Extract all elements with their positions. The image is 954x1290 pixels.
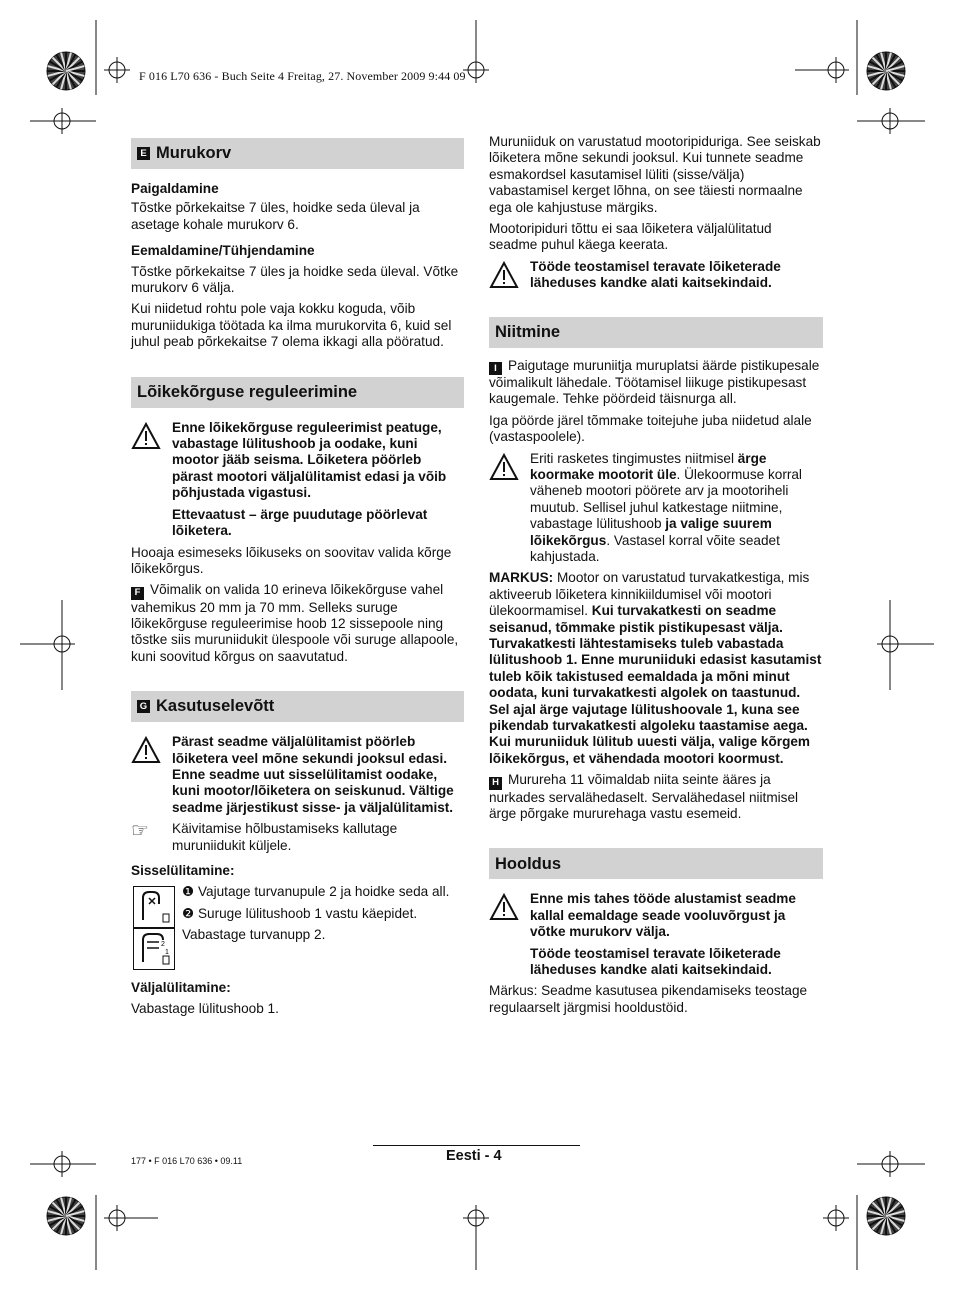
paragraph: Kui niidetud rohtu pole vaja kokku koguda, võib muruniidukiga töötada ka ilma murukorvita 6, kuid sel juhul peab põrkekaitse 7 olema ikkagi alla pööratud. bbox=[131, 301, 452, 350]
subheading: Väljalülitamine: bbox=[131, 980, 231, 996]
warning-text: Enne lõikekõrguse reguleerimist peatuge, vabastage lülitushoob ja oodake, kuni mootor jääb seisma. Lõiketera pöörleb pärast mootori väljalülitamist edasi ja võib põhjustada vigastusi. bbox=[172, 419, 447, 501]
paragraph: Muruniiduk on varustatud mootoripiduriga. See seiskab lõiketera mõne sekundi jooksul. Kui tunnete seadme esmakordsel kasutamisel lüliti (sisse/välja) vabastamisel kerget lõhna, on see täiesti normaalne ega ole kahjustuse märgiks. bbox=[489, 134, 821, 215]
page-number: Eesti - 4 bbox=[446, 1148, 502, 1164]
warning-text: Ettevaatust – ärge puudutage pöörlevat lõiketera. bbox=[172, 506, 428, 539]
section-title: Niitmine bbox=[495, 322, 561, 341]
paragraph: Mootoripiduri tõttu ei saa lõiketera väljalülitatud seadme puhul käega keerata. bbox=[489, 221, 772, 253]
paragraph: I Paigutage muruniitja muruplatsi äärde pistikupesale võimalikult lähedale. Töötamisel liikuge pistikupesast kaugemale. Tehke pöördeid täisnurga all. bbox=[489, 357, 820, 407]
warning-text: Eriti rasketes tingimustes niitmisel ärge koormake mootorit üle. Ülekoormuse korral väheneb mootori pöörete arv ja mootoriheli muutub. Sellisel juhul katkestage niitmine, vabastage lülitushoob ja valige suurem lõikekõrgus. Vastasel korral võite seadet kahjustada. bbox=[530, 450, 802, 564]
warning-text: Tööde teostamisel teravate lõiketerade läheduses kandke alati kaitsekindaid. bbox=[530, 945, 781, 977]
warning-block bbox=[489, 451, 823, 566]
warning-block bbox=[131, 734, 464, 816]
step-3: Vabastage turvanupp 2. bbox=[182, 927, 326, 943]
step-1: ❶ Vajutage turvanupule 2 ja hoidke seda all. bbox=[182, 884, 450, 900]
warning-text: Tööde teostamisel teravate lõiketerade läheduses kandke alati kaitsekindaid. bbox=[530, 258, 781, 291]
subheading: Eemaldamine/Tühjendamine bbox=[131, 243, 315, 259]
figure-ref-i: I bbox=[489, 362, 502, 375]
warning-text: Enne mis tahes tööde alustamist seadme kallal eemaldage seade vooluvõrgust ja võtke murukorv välja. bbox=[530, 891, 796, 940]
step-2: ❷ Suruge lülitushoob 1 vastu käepidet. bbox=[182, 905, 418, 921]
warning-icon bbox=[489, 893, 519, 921]
warning-block bbox=[131, 420, 464, 540]
switch-on-steps bbox=[131, 884, 464, 972]
subheading: Paigaldamine bbox=[131, 181, 219, 196]
figure-ref-e: E bbox=[137, 147, 150, 160]
pointing-hand-icon: ☞ bbox=[131, 820, 149, 843]
warning-text: Pärast seadme väljalülitamist pöörleb lõiketera veel mõne sekundi jooksul edasi. Enne seadme uut sisselülitamist oodake, kuni mootor/lõiketera on seiskunud. Vältige seadme järjestikust sisse- ja väljalülitamist. bbox=[172, 734, 454, 815]
section-title: Kasutuselevõtt bbox=[156, 697, 275, 716]
paragraph: Iga pöörde järel tõmmake toitejuhe juba niidetud alale (vastaspoolele). bbox=[489, 412, 812, 445]
warning-icon bbox=[489, 453, 519, 481]
section-header-hooldus bbox=[489, 848, 823, 879]
section-title: Hooldus bbox=[495, 854, 561, 873]
switch-handle-diagram-icon bbox=[133, 886, 175, 970]
warning-block bbox=[489, 259, 823, 292]
markus-paragraph: MARKUS: Mootor on varustatud turvakatkestiga, mis aktiveerub lõiketera kinnikiildumisel või mootori ülekoormamisel. Kui turvakatkesti on seadme seisanud, tõmmake pistik pistikupesast välja. Turvakatkesti lähtestamiseks tuleb vabastada lülitushoob 1. Enne muruniiduki edasist kasutamist tuleb kõik takistused eemaldada ja mõni minut oodata, kuni turvakatkesti algolek on taastunud. Sel ajal ärge vajutage lülitushoovale 1, kuna see pikendab turvakatkesti algoleku taastamise aega. Kui muruniiduk lülitub uuesti välja, valige kõrgem lõikekõrgus, et vähendada mootori koormust. bbox=[489, 570, 822, 766]
footer-code: 177 • F 016 L70 636 • 09.11 bbox=[131, 1156, 243, 1166]
warning-block bbox=[489, 891, 823, 978]
figure-ref-f: F bbox=[131, 587, 144, 600]
right-column bbox=[489, 134, 823, 1016]
section-title: Lõikekõrguse reguleerimine bbox=[137, 382, 358, 401]
paragraph: F Võimalik on valida 10 erineva lõikekõrguse vahel vahemikus 20 mm ja 70 mm. Selleks suruge lõikekõrguse reguleerimise hoob 12 sissepoole ning tõstke siis muruniidukit ülespoole või suruge allapoole, kuni soovitud kõrgus on saavutatud. bbox=[131, 582, 459, 664]
paragraph: Tõstke põrkekaitse 7 üles ja hoidke seda üleval. Võtke murukorv 6 välja. bbox=[131, 263, 459, 296]
print-header: F 016 L70 636 - Buch Seite 4 Freitag, 27. November 2009 9:44 09 bbox=[139, 69, 466, 83]
note-block bbox=[131, 821, 464, 854]
warning-icon bbox=[131, 422, 161, 450]
section-title: Murukorv bbox=[156, 144, 232, 163]
section-header-murukorv bbox=[131, 138, 464, 169]
subheading: Sisselülitamine: bbox=[131, 863, 235, 879]
paragraph: Tõstke põrkekaitse 7 üles, hoidke seda üleval ja asetage kohale murukorv 6. bbox=[131, 200, 420, 232]
section-header-kasutuselevott bbox=[131, 691, 464, 722]
paragraph: Hooaja esimeseks lõikuseks on soovitav valida kõrge lõikekõrgus. bbox=[131, 544, 452, 576]
section-header-loikekorgus bbox=[131, 377, 464, 408]
paragraph: Vabastage lülitushoob 1. bbox=[131, 1000, 279, 1016]
figure-ref-h: H bbox=[489, 777, 502, 790]
warning-icon bbox=[131, 736, 161, 764]
figure-ref-g: G bbox=[137, 700, 150, 713]
paragraph: Märkus: Seadme kasutusea pikendamiseks teostage regulaarselt järgmisi hooldustöid. bbox=[489, 983, 808, 1015]
warning-icon bbox=[489, 261, 519, 289]
left-column bbox=[131, 138, 464, 1017]
svg-text:1: 1 bbox=[165, 949, 169, 957]
section-header-niitmine bbox=[489, 317, 823, 348]
paragraph: H Murureha 11 võimaldab niita seinte ääres ja nurkades servalähedaselt. Servalähedasel niitmisel ärge põrgake mururehaga vastu esemeid. bbox=[489, 772, 799, 821]
note-text: Käivitamise hõlbustamiseks kallutage muruniidukit küljele. bbox=[172, 821, 398, 853]
svg-text:2: 2 bbox=[161, 941, 165, 949]
footer-rule bbox=[373, 1145, 580, 1146]
